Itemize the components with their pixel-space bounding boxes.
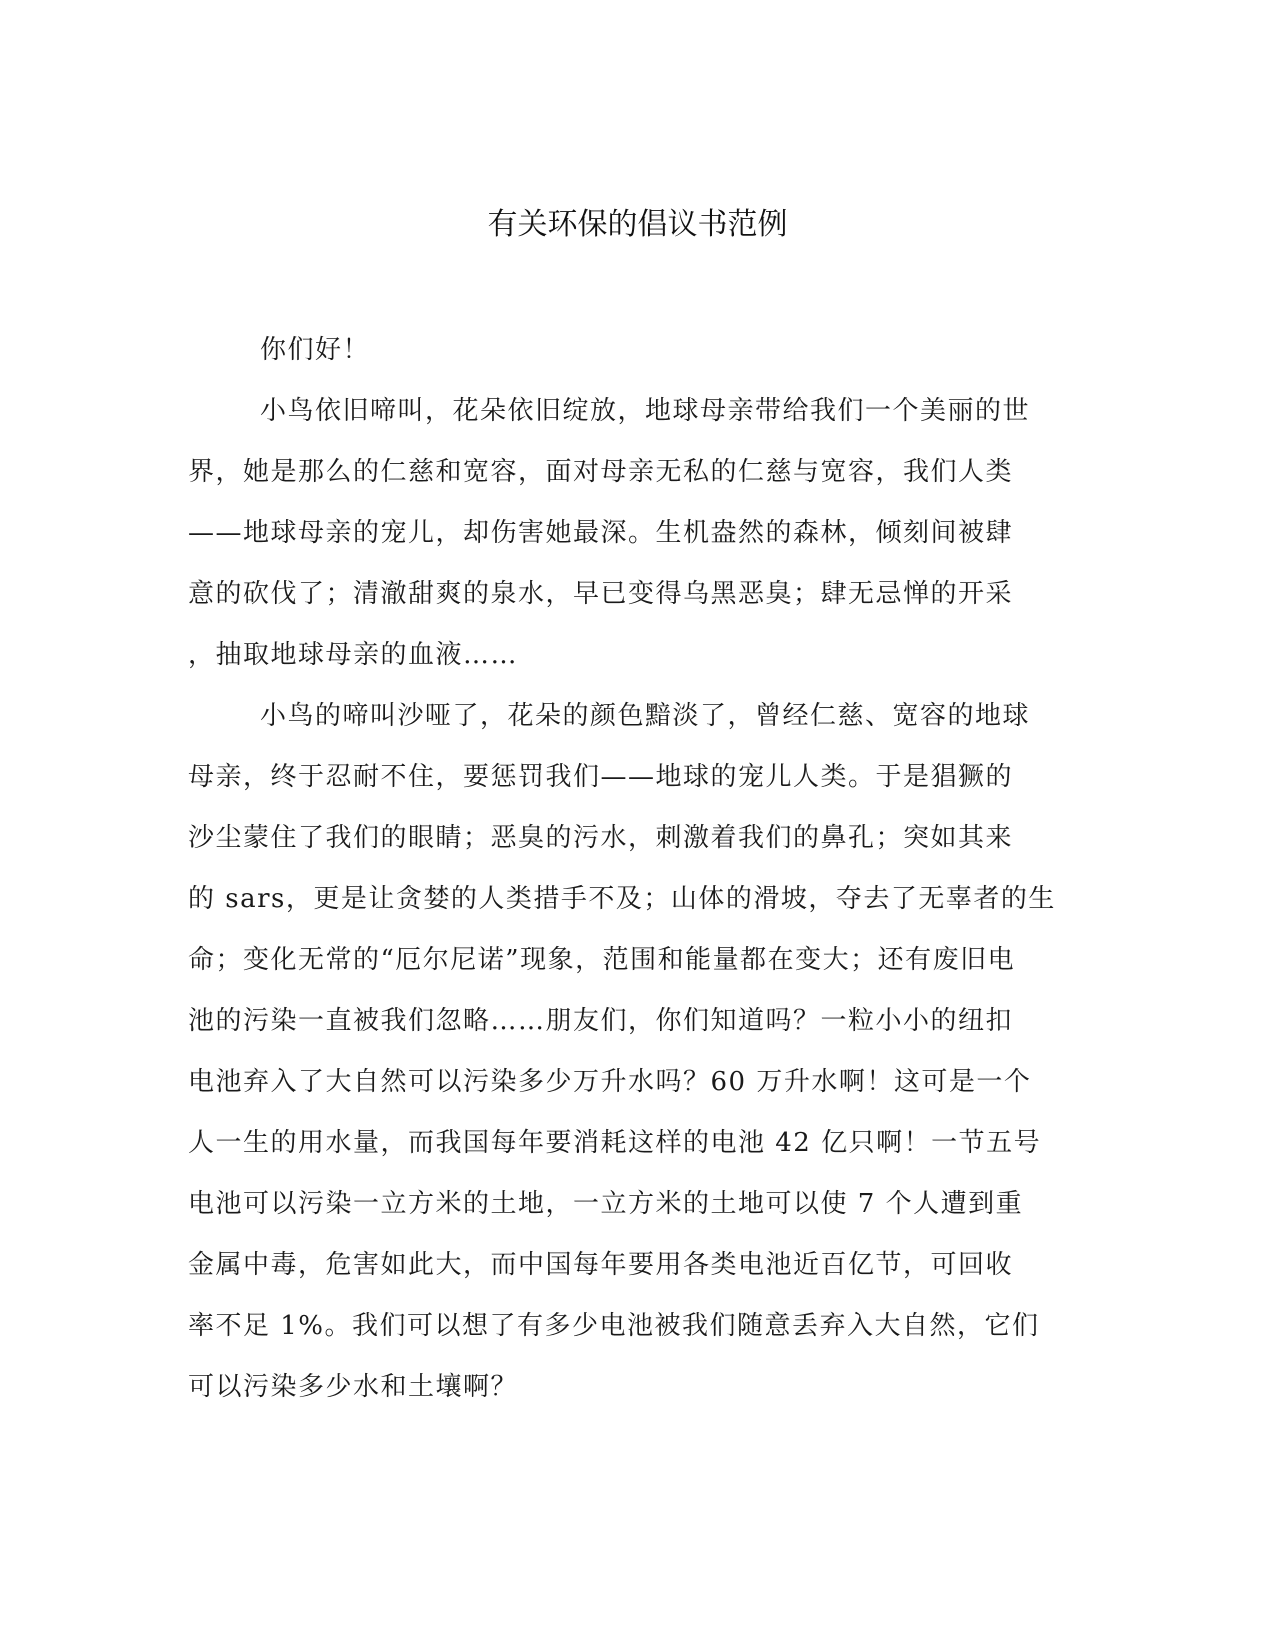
paragraph-line: 你们好！: [260, 335, 371, 365]
paragraph-line: 界，她是那么的仁慈和宽容，面对母亲无私的仁慈与宽容，我们人类: [188, 457, 1014, 487]
paragraph-line: 率不足 1%。我们可以想了有多少电池被我们随意丢弃入大自然，它们: [188, 1311, 1040, 1341]
body-paragraph-1: [188, 381, 1080, 686]
paragraph-line: 电池弃入了大自然可以污染多少万升水吗？60 万升水啊！这可是一个: [188, 1067, 1032, 1097]
greeting-paragraph: [188, 320, 1080, 381]
paragraph-line: 意的砍伐了；清澈甜爽的泉水，早已变得乌黑恶臭；肆无忌惮的开采: [188, 579, 1014, 609]
paragraph-line: ，抽取地球母亲的血液……: [188, 640, 519, 670]
paragraph-line: 可以污染多少水和土壤啊？: [188, 1372, 519, 1402]
paragraph-line: 命；变化无常的“厄尔尼诺”现象，范围和能量都在变大；还有废旧电: [188, 945, 1016, 975]
paragraph-line: 的 sars，更是让贪婪的人类措手不及；山体的滑坡，夺去了无辜者的生: [188, 884, 1056, 914]
document-body: [188, 320, 1080, 1418]
body-paragraph-2: [188, 686, 1080, 1418]
paragraph-line: 电池可以污染一立方米的土地，一立方米的土地可以使 7 个人遭到重: [188, 1189, 1024, 1219]
paragraph-line: 人一生的用水量，而我国每年要消耗这样的电池 42 亿只啊！一节五号: [188, 1128, 1042, 1158]
paragraph-line: 小鸟的啼叫沙哑了，花朵的颜色黯淡了，曾经仁慈、宽容的地球: [260, 701, 1031, 731]
paragraph-line: 小鸟依旧啼叫，花朵依旧绽放，地球母亲带给我们一个美丽的世: [260, 396, 1031, 426]
document-title: 有关环保的倡议书范例: [487, 207, 788, 242]
paragraph-line: 池的污染一直被我们忽略……朋友们，你们知道吗？一粒小小的纽扣: [188, 1006, 1014, 1036]
paragraph-line: 沙尘蒙住了我们的眼睛；恶臭的污水，刺激着我们的鼻孔；突如其来: [188, 823, 1014, 853]
paragraph-line: 金属中毒，危害如此大，而中国每年要用各类电池近百亿节，可回收: [188, 1250, 1014, 1280]
paragraph-line: ——地球母亲的宠儿，却伤害她最深。生机盎然的森林，倾刻间被肆: [188, 518, 1014, 548]
paragraph-line: 母亲，终于忍耐不住，要惩罚我们——地球的宠儿人类。于是猖獗的: [188, 762, 1014, 792]
